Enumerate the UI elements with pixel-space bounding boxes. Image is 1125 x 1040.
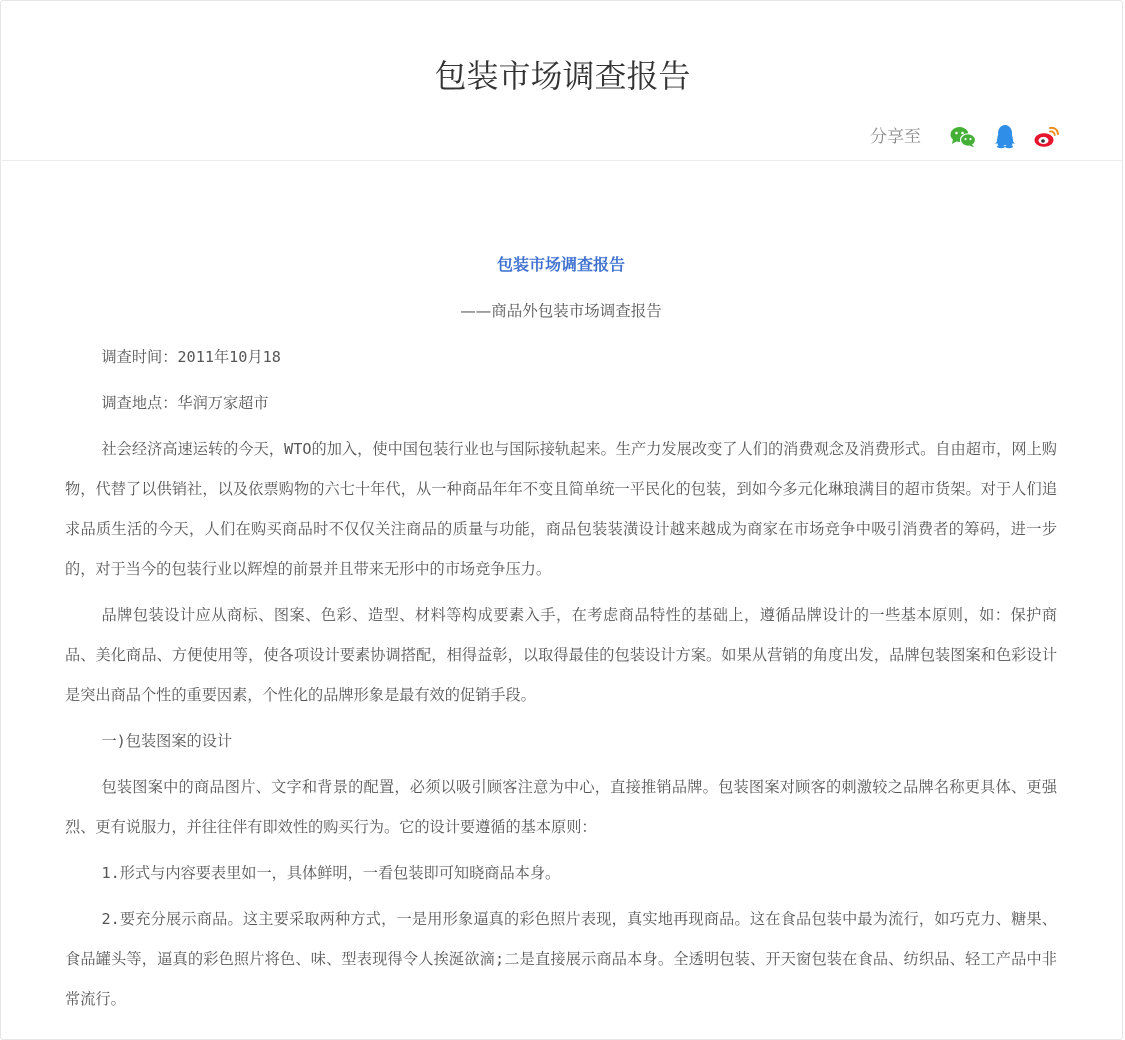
paragraph-pattern: 包装图案中的商品图片、文字和背景的配置，必须以吸引顾客注意为中心，直接推销品牌。包装图案对顾客的刺激较之品牌名称更具体、更强烈、更有说服力，并往往伴有即效性的购买行为。它的设计要遵循的基本原则：	[65, 778, 1057, 836]
share-label: 分享至	[870, 127, 921, 147]
article-body	[65, 239, 1057, 1025]
weibo-icon[interactable]	[1033, 123, 1061, 151]
wechat-icon[interactable]	[949, 123, 977, 151]
paragraph-brand-design: 品牌包装设计应从商标、图案、色彩、造型、材料等构成要素入手，在考虑商品特性的基础上，遵循品牌设计的一些基本原则，如：保护商品、美化商品、方便使用等，使各项设计要素协调搭配，相得益彰，以取得最佳的包装设计方案。如果从营销的角度出发，品牌包装图案和色彩设计是突出商品个性的重要因素，个性化的品牌形象是最有效的促销手段。	[65, 606, 1057, 704]
paragraph-survey-time: 调查时间：2011年10月18	[101, 348, 281, 366]
article-title: 包装市场调查报告	[496, 255, 625, 274]
paragraph-point-2: 2.要充分展示商品。这主要采取两种方式，一是用形象逼真的彩色照片表现，真实地再现商品。这在食品包装中最为流行，如巧克力、糖果、食品罐头等，逼真的彩色照片将色、味、型表现得令人挨涎欲滴;二是直接展示商品本身。全透明包装、开天窗包装在食品、纺织品、轻工产品中非常流行。	[65, 910, 1057, 1008]
article-subtitle: ——商品外包装市场调查报告	[460, 302, 662, 320]
paragraph-survey-location: 调查地点：华润万家超市	[101, 394, 269, 412]
page-title: 包装市场调查报告	[434, 57, 691, 95]
section-heading-pattern: 一)包装图案的设计	[101, 732, 233, 750]
paragraph-intro: 社会经济高速运转的今天，WTO的加入，使中国包装行业也与国际接轨起来。生产力发展改变了人们的消费观念及消费形式。自由超市，网上购物，代替了以供销社，以及依票购物的六七十年代，从一种商品年年不变且简单统一平民化的包装，到如今多元化琳琅满目的超市货架。对于人们追求品质生活的今天，人们在购买商品时不仅仅关注商品的质量与功能，商品包装装潢设计越来越成为商家在市场竞争中吸引消费者的筹码，进一步的，对于当今的包装行业以辉煌的前景并且带来无形中的市场竞争压力。	[65, 440, 1057, 578]
page-header	[2, 2, 1123, 161]
qq-icon[interactable]	[991, 123, 1019, 151]
share-bar	[870, 122, 1061, 152]
paragraph-point-1: 1.形式与内容要表里如一，具体鲜明，一看包装即可知晓商品本身。	[101, 864, 561, 882]
